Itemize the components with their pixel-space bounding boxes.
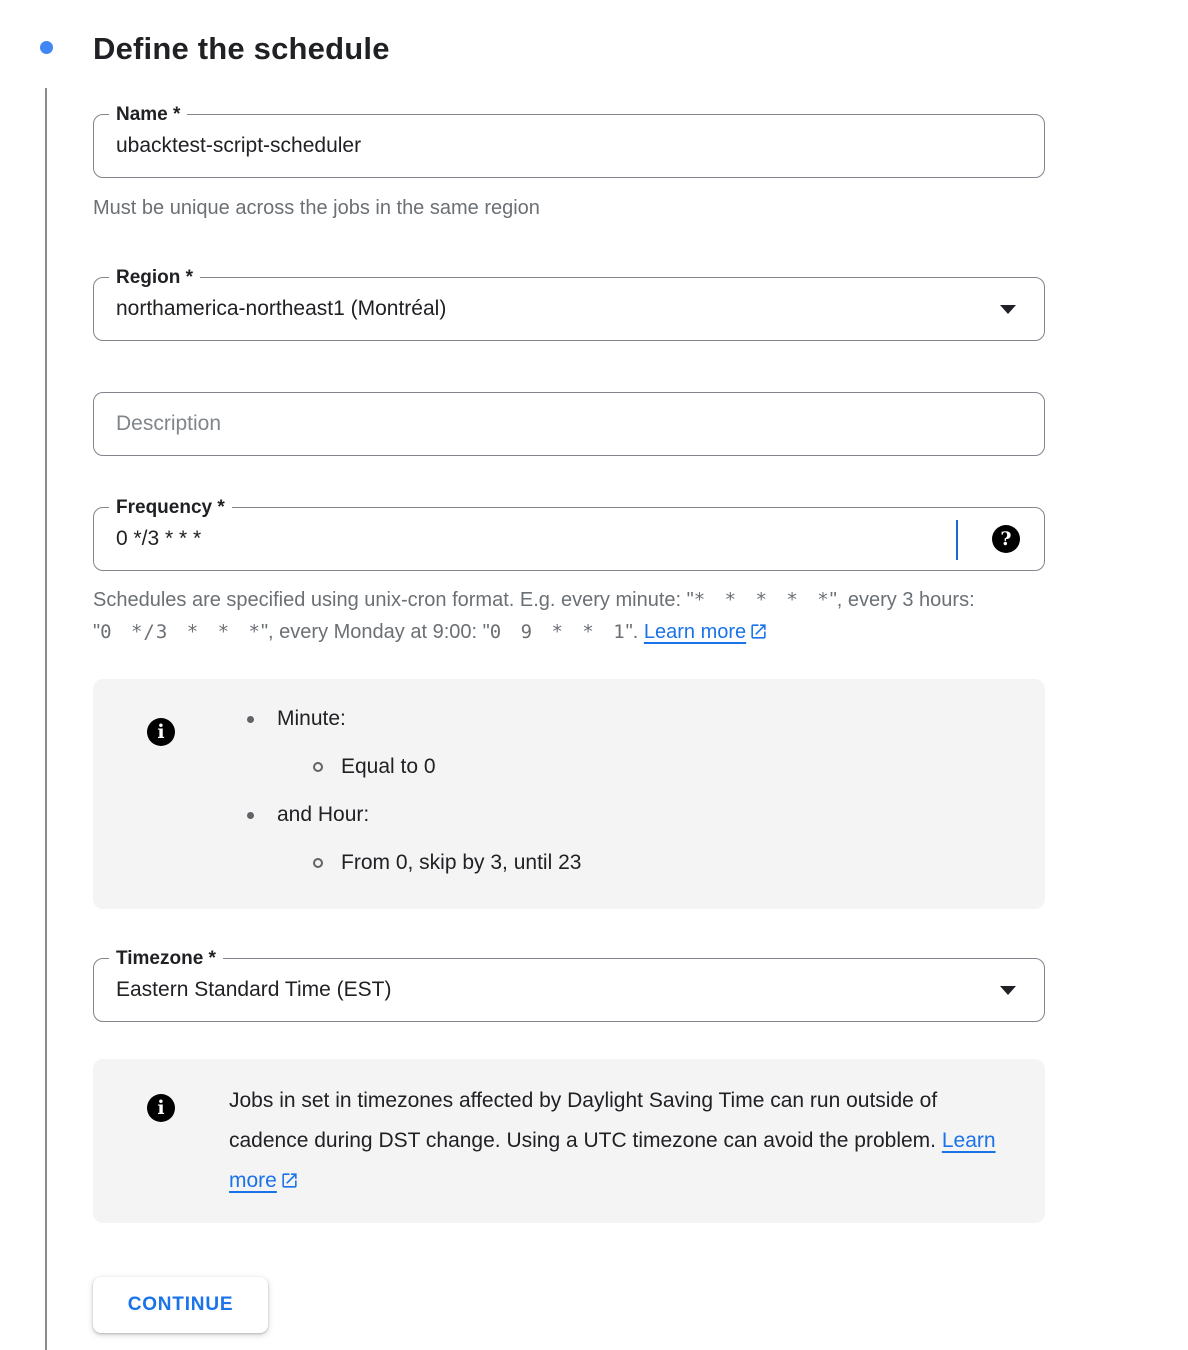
list-item: and Hour:: [277, 791, 1021, 839]
dst-warning-note: [93, 1059, 1045, 1223]
open-in-new-icon: [749, 622, 768, 641]
cron-example-every-3-hours: 0 */3 * * *: [100, 621, 261, 643]
frequency-helper-text: [93, 584, 1045, 648]
region-select[interactable]: [93, 267, 1045, 341]
timezone-select[interactable]: [93, 948, 1045, 1022]
frequency-learn-more-link[interactable]: Learn more: [643, 621, 747, 643]
name-field-label: Name *: [109, 103, 187, 126]
description-field[interactable]: [93, 392, 1045, 456]
list-item: Equal to 0: [341, 743, 1021, 791]
name-field[interactable]: [93, 104, 1045, 178]
dst-learn-more-link[interactable]: Learn more: [229, 1129, 996, 1192]
step-connector-line: [45, 88, 47, 1350]
region-select-label: Region *: [109, 266, 200, 289]
region-selected-value: northamerica-northeast1 (Montréal): [116, 297, 447, 320]
dst-warning-body: Jobs in set in timezones affected by Daylight Saving Time can run outside of cadence during DST change. Using a UTC timezone can avoid the problem.: [229, 1089, 942, 1152]
text-cursor-caret: [956, 520, 958, 560]
info-icon: i: [147, 718, 175, 746]
page-title: Define the schedule: [93, 31, 390, 66]
list-item: Minute:: [277, 695, 1021, 743]
name-helper-text: Must be unique across the jobs in the same region: [93, 197, 540, 219]
frequency-field-label: Frequency *: [109, 496, 232, 519]
frequency-helper-part1: Schedules are specified using unix-cron format. E.g. every minute: ": [93, 589, 694, 611]
info-icon: i: [147, 1094, 175, 1122]
list-item: From 0, skip by 3, until 23: [341, 839, 1021, 887]
cron-example-every-minute: * * * * *: [693, 589, 830, 611]
schedule-explanation-list: [277, 695, 1021, 887]
define-schedule-section: [93, 28, 1045, 1333]
schedule-explanation-note: [93, 679, 1045, 909]
dst-warning-text: [229, 1081, 1004, 1201]
frequency-helper-part3: ", every Monday at 9:00: ": [260, 621, 490, 643]
open-in-new-icon: [280, 1171, 299, 1190]
timezone-select-label: Timezone *: [109, 947, 223, 970]
help-icon[interactable]: ?: [992, 525, 1020, 553]
chevron-down-icon: [1000, 986, 1016, 995]
name-input[interactable]: [116, 134, 1022, 158]
continue-button[interactable]: CONTINUE: [93, 1277, 268, 1333]
frequency-helper-part4: ".: [625, 621, 644, 643]
timezone-selected-value: Eastern Standard Time (EST): [116, 978, 392, 1001]
frequency-helper-part2: ", every 3 hours: ": [93, 589, 975, 643]
frequency-input[interactable]: [116, 527, 1022, 551]
description-input[interactable]: [116, 412, 1022, 436]
step-indicator-dot: [40, 41, 53, 54]
cron-example-every-monday: 0 9 * * 1: [489, 621, 626, 643]
frequency-field[interactable]: [93, 497, 1045, 571]
chevron-down-icon: [1000, 305, 1016, 314]
